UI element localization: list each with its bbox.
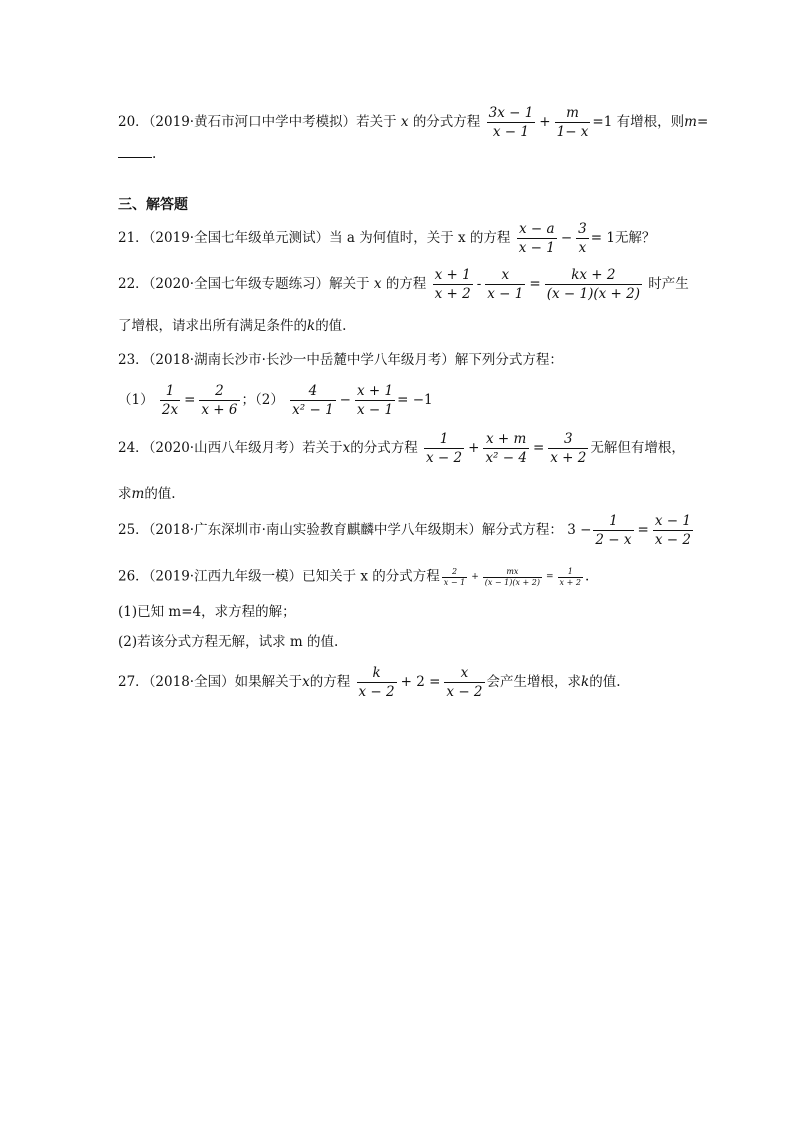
fraction: $\frac{x - 1}{x - 2}$: [654, 513, 691, 549]
fraction: $\frac{1}{2 - x}$: [595, 513, 632, 549]
fraction: $\frac{x + 1}{x + 2}$: [434, 267, 471, 303]
fraction: $\frac{2}{x + 6}$: [201, 383, 238, 419]
question-20-answer-line: .: [118, 147, 156, 162]
question-number: 27．: [118, 674, 149, 691]
question-26-sub-2: (2)若该分式方程无解，试求 m 的值.: [118, 634, 339, 650]
question-number: 25．: [118, 522, 149, 539]
fraction: $\frac{1}{2x}$: [161, 383, 179, 419]
fraction: $\frac{mx}{(x - 1)(x + 2)}$: [484, 567, 540, 587]
question-23-parts: （1） $\frac{1}{2x}$ = $\frac{2}{x + 6}$ ；（2） $\frac{4}{\text{x² − 1}}$ − $\frac{x + 1}{x - 1}$ = −1: [118, 383, 433, 419]
question-number: 21．: [118, 230, 149, 247]
answer-blank[interactable]: [118, 147, 152, 158]
question-21: 21．（2019·全国七年级单元测试）当 a 为何值时，关于 x 的方程 $\frac{x - a}{x - 1}$ − $\frac{3}{x}$ = 1无解？: [118, 221, 656, 257]
question-source: （2018·湖南长沙市·长沙一中岳麓中学八年级月考）: [148, 352, 455, 368]
question-source: （2019·全国七年级单元测试）: [148, 230, 330, 247]
fraction: $\frac{k}{x - 2}$: [358, 665, 395, 701]
question-27: 27．（2018·全国）如果解关于x的方程 $\frac{k}{x - 2}$ + 2 = $\frac{x}{x - 2}$ 会产生增根，求k的值.: [118, 665, 621, 701]
fraction: $\frac{m}{1- x}$: [556, 105, 589, 141]
question-22-line-2: 了增根，请求出所有满足条件的k的值.: [118, 318, 347, 334]
question-26: 26．（2019·江西九年级一模）已知关于 x 的分式方程 $\frac{2}{x - 1}$ + $\frac{mx}{(x - 1)(x + 2)}$ = $\frac{1}{x + 2}$ .: [118, 567, 590, 587]
question-24-line-2: 求m的值.: [118, 486, 176, 502]
fraction: $\frac{x + 1}{x - 1}$: [356, 383, 394, 419]
question-23: 23．（2018·湖南长沙市·长沙一中岳麓中学八年级月考）解下列分式方程：: [118, 352, 563, 368]
fraction: $\frac{x}{x - 2}$: [446, 665, 483, 701]
fraction: $\frac{1}{x - 2}$: [426, 431, 463, 467]
question-24: 24．（2020·山西八年级月考）若关于x的分式方程 $\frac{1}{x - 2}$ + $\frac{x + m}{\text{x² − 4}}$ = $\frac{3}{x + 2}$ 无解但有增根，: [118, 431, 685, 467]
fraction: $\frac{2}{x - 1}$: [443, 567, 466, 587]
question-source: （2018·全国）: [148, 674, 235, 691]
fraction: $\frac{kx + 2}{(x - 1)(x + 2)}$: [546, 267, 640, 303]
question-number: 26．: [118, 568, 149, 585]
question-number: 23．: [118, 352, 149, 368]
question-25: 25．（2018·广东深圳市·南山实验教育麒麟中学八年级期末）解分式方程： 3 − $\frac{1}{2 - x}$ = $\frac{x - 1}{x - 2}$: [118, 513, 691, 549]
section-title: 三、解答题: [118, 197, 188, 213]
question-source: （2019·江西九年级一模）: [148, 568, 303, 585]
question-26-sub-1: (1)已知 m=4，求方程的解；: [118, 604, 296, 620]
question-source: （2020·山西八年级月考）: [148, 440, 303, 457]
fraction: $\frac{1}{x + 2}$: [559, 567, 581, 587]
question-source: （2020·全国七年级专题练习）: [148, 276, 330, 293]
question-number: 22．: [118, 276, 149, 293]
fraction: $\frac{3}{x}$: [578, 221, 587, 257]
question-number: 20．: [118, 114, 149, 131]
fraction: $\frac{x}{x - 1}$: [487, 267, 524, 303]
fraction: $\frac{3}{x + 2}$: [550, 431, 587, 467]
question-20: 20．（2019·黄石市河口中学中考模拟）若关于 x 的分式方程 $\frac{3x - 1}{x - 1}$ + $\frac{m}{1- x}$ =1 有增根，则m=: [118, 105, 709, 141]
question-source: （2019·黄石市河口中学中考模拟）: [148, 114, 357, 131]
fraction: $\frac{x - a}{x - 1}$: [518, 221, 555, 257]
question-number: 24．: [118, 440, 149, 457]
fraction: $\frac{x + m}{\text{x² − 4}}$: [485, 431, 527, 467]
question-22: 22．（2020·全国七年级专题练习）解关于 x 的方程 $\frac{x + 1}{x + 2}$ - $\frac{x}{x - 1}$ = $\frac{kx + 2}{(x - 1)(x + 2)}$ 时产生: [118, 267, 689, 303]
fraction: $\frac{4}{\text{x² − 1}}$: [292, 383, 334, 419]
question-source: （2018·广东深圳市·南山实验教育麒麟中学八年级期末）: [148, 522, 482, 539]
fraction: $\frac{3x - 1}{x - 1}$: [488, 105, 534, 141]
